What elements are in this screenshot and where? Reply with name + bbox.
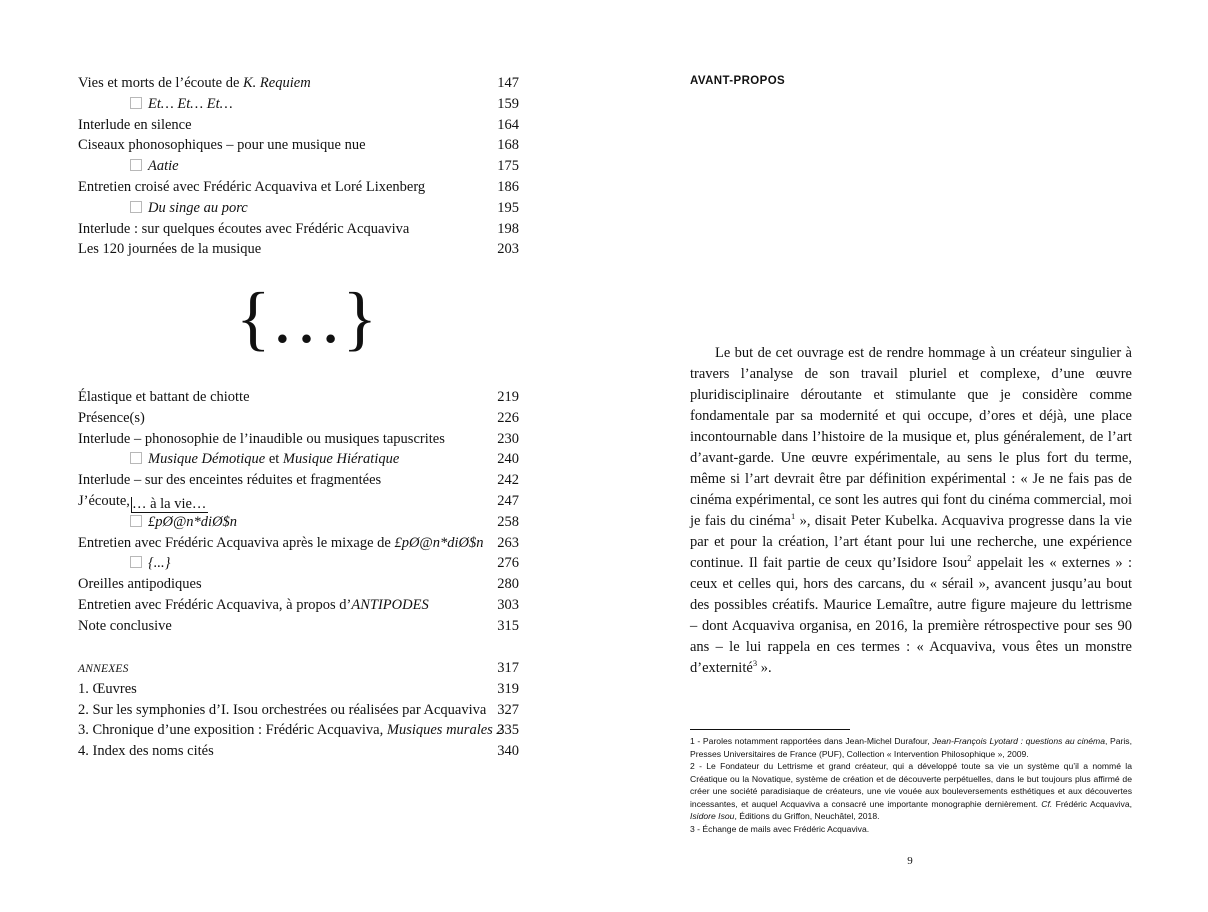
toc-entry-page: 203 bbox=[497, 241, 519, 258]
square-bullet-icon bbox=[130, 159, 142, 171]
body-text-part: appelait les « externes » : ceux et celles qui, hors des carcans, du « sérail », avancent jusqu’au bout des possibles créatifs. Maurice Lemaître, autre figure majeure du lettrisme – dont Acquaviva organisa, en 2016, la première rétrospective pour ses 90 ans – le lui rappela en ces termes : « Acquaviva, vous êtes un monstre d’externité bbox=[690, 555, 1132, 676]
toc-entry[interactable] bbox=[78, 491, 519, 512]
toc-entry-title: Élastique et battant de chiotte bbox=[78, 389, 250, 405]
footnote-ref-3[interactable]: 3 bbox=[752, 658, 758, 669]
toc-subentry[interactable] bbox=[78, 449, 519, 470]
footnote-1 bbox=[690, 735, 1132, 760]
toc-entry-page: 159 bbox=[497, 95, 519, 112]
toc-entry[interactable] bbox=[78, 470, 519, 491]
toc-entry[interactable] bbox=[78, 239, 519, 260]
body-text-part: Le but de cet ouvrage est de rendre hommage à un créateur singulier à travers l’analyse de son travail pluriel et complexe, d’une œuvre pluridisciplinaire déroutante et stimulante que je considère comme fondamentale par sa modernité et qui occupe, d’ores et déjà, une place incontournable dans l’histoire de la musique et, plus généralement, de l’art d’avant-garde. Une œuvre expérimentale, au sens le plus fort du terme, même si l’art devrait être par définition expérimental : « Je ne fais pas de cinéma expérimental, ce sont les autres qui font du cinéma commercial, moi je fais du cinéma bbox=[690, 345, 1132, 529]
toc-entry-page: 230 bbox=[497, 430, 519, 447]
toc-entry-title: Ciseaux phonosophiques – pour une musique nue bbox=[78, 137, 366, 154]
footnote-text-italic: Cf. bbox=[1041, 798, 1053, 809]
toc-entry-title: Aatie bbox=[148, 158, 179, 175]
toc-entry-page: 303 bbox=[497, 596, 519, 613]
toc-entry[interactable] bbox=[78, 429, 519, 450]
toc-entry[interactable] bbox=[78, 741, 519, 762]
toc-entry-title: 2. Sur les symphonies d’I. Isou orchestrées ou réalisées par Acquaviva bbox=[78, 701, 487, 718]
toc-entry-page: 280 bbox=[497, 576, 519, 593]
toc-entry[interactable] bbox=[78, 219, 519, 240]
toc-entry[interactable] bbox=[78, 73, 519, 94]
toc-entry-title: J’écoute, bbox=[78, 492, 130, 509]
square-bullet-icon bbox=[130, 556, 142, 568]
toc-entry-page: 226 bbox=[497, 409, 519, 426]
toc-entry-page: 247 bbox=[497, 492, 519, 509]
toc-entry-page: 327 bbox=[497, 701, 519, 718]
toc-subentry[interactable] bbox=[78, 156, 519, 177]
square-bullet-icon bbox=[130, 515, 142, 527]
footnote-3: 3 - Échange de mails avec Frédéric Acquaviva. bbox=[690, 823, 870, 834]
toc-entry[interactable] bbox=[78, 595, 519, 616]
toc-entry-page: 276 bbox=[497, 555, 519, 572]
toc-entry-title: Les 120 journées de la musique bbox=[78, 241, 262, 258]
toc-entry-title: {...} bbox=[148, 555, 171, 572]
toc-entry-title-italic: K. Requiem bbox=[243, 75, 311, 91]
toc-entry-title: £pØ@n*diØ$n bbox=[148, 513, 238, 530]
square-bullet-icon bbox=[130, 452, 142, 464]
toc-entry[interactable] bbox=[78, 135, 519, 156]
toc-entry-page: 219 bbox=[497, 389, 519, 405]
footnote-text-italic: Jean-François Lyotard : questions au cinéma bbox=[932, 736, 1105, 746]
toc-entry-title: 1. Œuvres bbox=[78, 680, 137, 697]
toc-entry-page: 340 bbox=[497, 743, 519, 760]
toc-entry-page: 147 bbox=[497, 75, 519, 91]
toc-entry-title: Présence(s) bbox=[78, 409, 145, 426]
toc-entry-page: 315 bbox=[497, 617, 519, 634]
footnote-2 bbox=[690, 760, 1132, 823]
toc-entry[interactable] bbox=[78, 533, 519, 554]
footnote-text-italic: Isidore Isou bbox=[690, 811, 735, 821]
footnote-text: , Éditions du Griffon, Neuchâtel, 2018. bbox=[734, 811, 880, 821]
right-page bbox=[604, 0, 1208, 912]
toc-section-annexes bbox=[78, 658, 519, 762]
toc-entry-title: Et… Et… Et… bbox=[148, 95, 233, 112]
toc-entry[interactable] bbox=[78, 574, 519, 595]
body-text-part: », disait Peter Kubelka. Acquaviva progresse dans la vie par et pour la création, l’art étant pour lui une recherche, une expérience continue. Il fait partie de ceux qu’Isidore Isou bbox=[690, 513, 1132, 571]
toc-entry-page: 175 bbox=[497, 158, 519, 175]
toc-entry-page: 240 bbox=[497, 451, 519, 468]
toc-entry-title: Interlude – phonosophie de l’inaudible ou musiques tapuscrites bbox=[78, 430, 445, 447]
toc-entry-page: 263 bbox=[497, 534, 519, 551]
toc-entry[interactable] bbox=[78, 408, 519, 429]
section-separator: {…} bbox=[236, 278, 378, 358]
toc-entry-title: 3. Chronique d’une exposition : Frédéric Acquaviva, bbox=[78, 722, 387, 739]
toc-entry-page: 195 bbox=[497, 199, 519, 216]
toc-entry-title: et bbox=[265, 451, 283, 468]
toc-entry-title-italic: Musiques murales 2 bbox=[386, 722, 504, 739]
toc-entry-page: 198 bbox=[497, 220, 519, 237]
toc-entry-title: Entretien avec Frédéric Acquaviva après le mixage de bbox=[78, 534, 395, 551]
footnotes bbox=[690, 735, 1132, 835]
square-bullet-icon bbox=[130, 201, 142, 213]
toc-entry-title-italic: ANTIPODES bbox=[351, 596, 429, 613]
toc-entry-title-boxed: … à la vie… bbox=[131, 495, 207, 512]
toc-subentry[interactable] bbox=[78, 198, 519, 219]
toc-entry-title: 4. Index des noms cités bbox=[78, 743, 214, 760]
chapter-heading: AVANT-PROPOS bbox=[690, 75, 786, 87]
toc-subentry[interactable] bbox=[78, 553, 519, 574]
toc-entry-page: 186 bbox=[497, 178, 519, 195]
toc-entry[interactable] bbox=[78, 616, 519, 637]
toc-entry-annexes[interactable] bbox=[78, 658, 519, 679]
footnote-ref-2[interactable]: 2 bbox=[967, 553, 972, 564]
toc-entry[interactable] bbox=[78, 720, 519, 741]
toc-entry-title: Interlude : sur quelques écoutes avec Frédéric Acquaviva bbox=[78, 220, 410, 237]
toc-entry-page: 335 bbox=[497, 722, 519, 739]
toc-section-1 bbox=[78, 73, 519, 260]
toc-entry-page: 258 bbox=[497, 513, 519, 530]
footnote-ref-1[interactable]: 1 bbox=[790, 511, 796, 522]
toc-entry-title-italic: £pØ@n*diØ$n bbox=[394, 534, 484, 551]
toc-entry[interactable] bbox=[78, 700, 519, 721]
body-text-part: ». bbox=[757, 660, 772, 676]
toc-entry-title: Oreilles antipodiques bbox=[78, 576, 202, 593]
toc-entry-title-italic: Musique Hiératique bbox=[282, 451, 400, 468]
square-bullet-icon bbox=[130, 97, 142, 109]
toc-entry-title: Interlude en silence bbox=[78, 116, 192, 133]
toc-entry-title-italic: Musique Démotique bbox=[148, 451, 266, 468]
toc-section-2 bbox=[78, 387, 519, 637]
toc-subentry[interactable] bbox=[78, 512, 519, 533]
toc-entry[interactable] bbox=[78, 115, 519, 136]
toc-entry[interactable] bbox=[78, 177, 519, 198]
footnote-text: Frédéric Acquaviva, bbox=[1052, 798, 1133, 809]
toc-entry-title: Du singe au porc bbox=[148, 199, 248, 216]
footnote-text: 1 - Paroles notamment rapportées dans Jean-Michel Durafour, bbox=[690, 736, 933, 746]
toc-entry-page: 242 bbox=[497, 472, 519, 489]
toc-entry-page: 168 bbox=[497, 137, 519, 154]
toc-entry-title: Entretien croisé avec Frédéric Acquaviva et Loré Lixenberg bbox=[78, 178, 426, 195]
page-number: 9 bbox=[907, 855, 913, 867]
body-paragraph bbox=[690, 343, 1132, 679]
toc-entry-page: 164 bbox=[497, 116, 519, 133]
toc-entry[interactable] bbox=[78, 387, 519, 408]
toc-entry-title: Interlude – sur des enceintes réduites et fragmentées bbox=[78, 472, 382, 489]
toc-entry-title: Note conclusive bbox=[78, 617, 172, 634]
footnote-text: , Paris, Presses Universitaires de France (PUF), Collection « Intervention Philosophique », 2009. bbox=[690, 736, 1132, 759]
toc-entry-title: ANNEXES bbox=[78, 663, 129, 675]
footnote-text: 2 - Le Fondateur du Lettrisme et grand créateur, qui a développé toute sa vie un système qu’il a nommé la Créatique ou la Novatique, système de création et de découverte perpétuelles, dans le but toujours plus affirmé de créer une société paradisiaque de créateurs, une vie vouée aux bouleversements esthétiques et aux découvertes incessantes, et auquel Acquaviva a consacré une importante monographie dernièrement. bbox=[690, 761, 1132, 809]
toc-entry-title: Vies et morts de l’écoute de bbox=[78, 75, 244, 91]
toc-entry[interactable] bbox=[78, 679, 519, 700]
toc-entry-title: Entretien avec Frédéric Acquaviva, à propos d’ bbox=[78, 596, 352, 613]
toc-subentry[interactable] bbox=[78, 94, 519, 115]
toc-entry-page: 317 bbox=[497, 660, 519, 676]
footnote-divider bbox=[690, 729, 850, 730]
toc-entry-page: 319 bbox=[497, 680, 519, 697]
